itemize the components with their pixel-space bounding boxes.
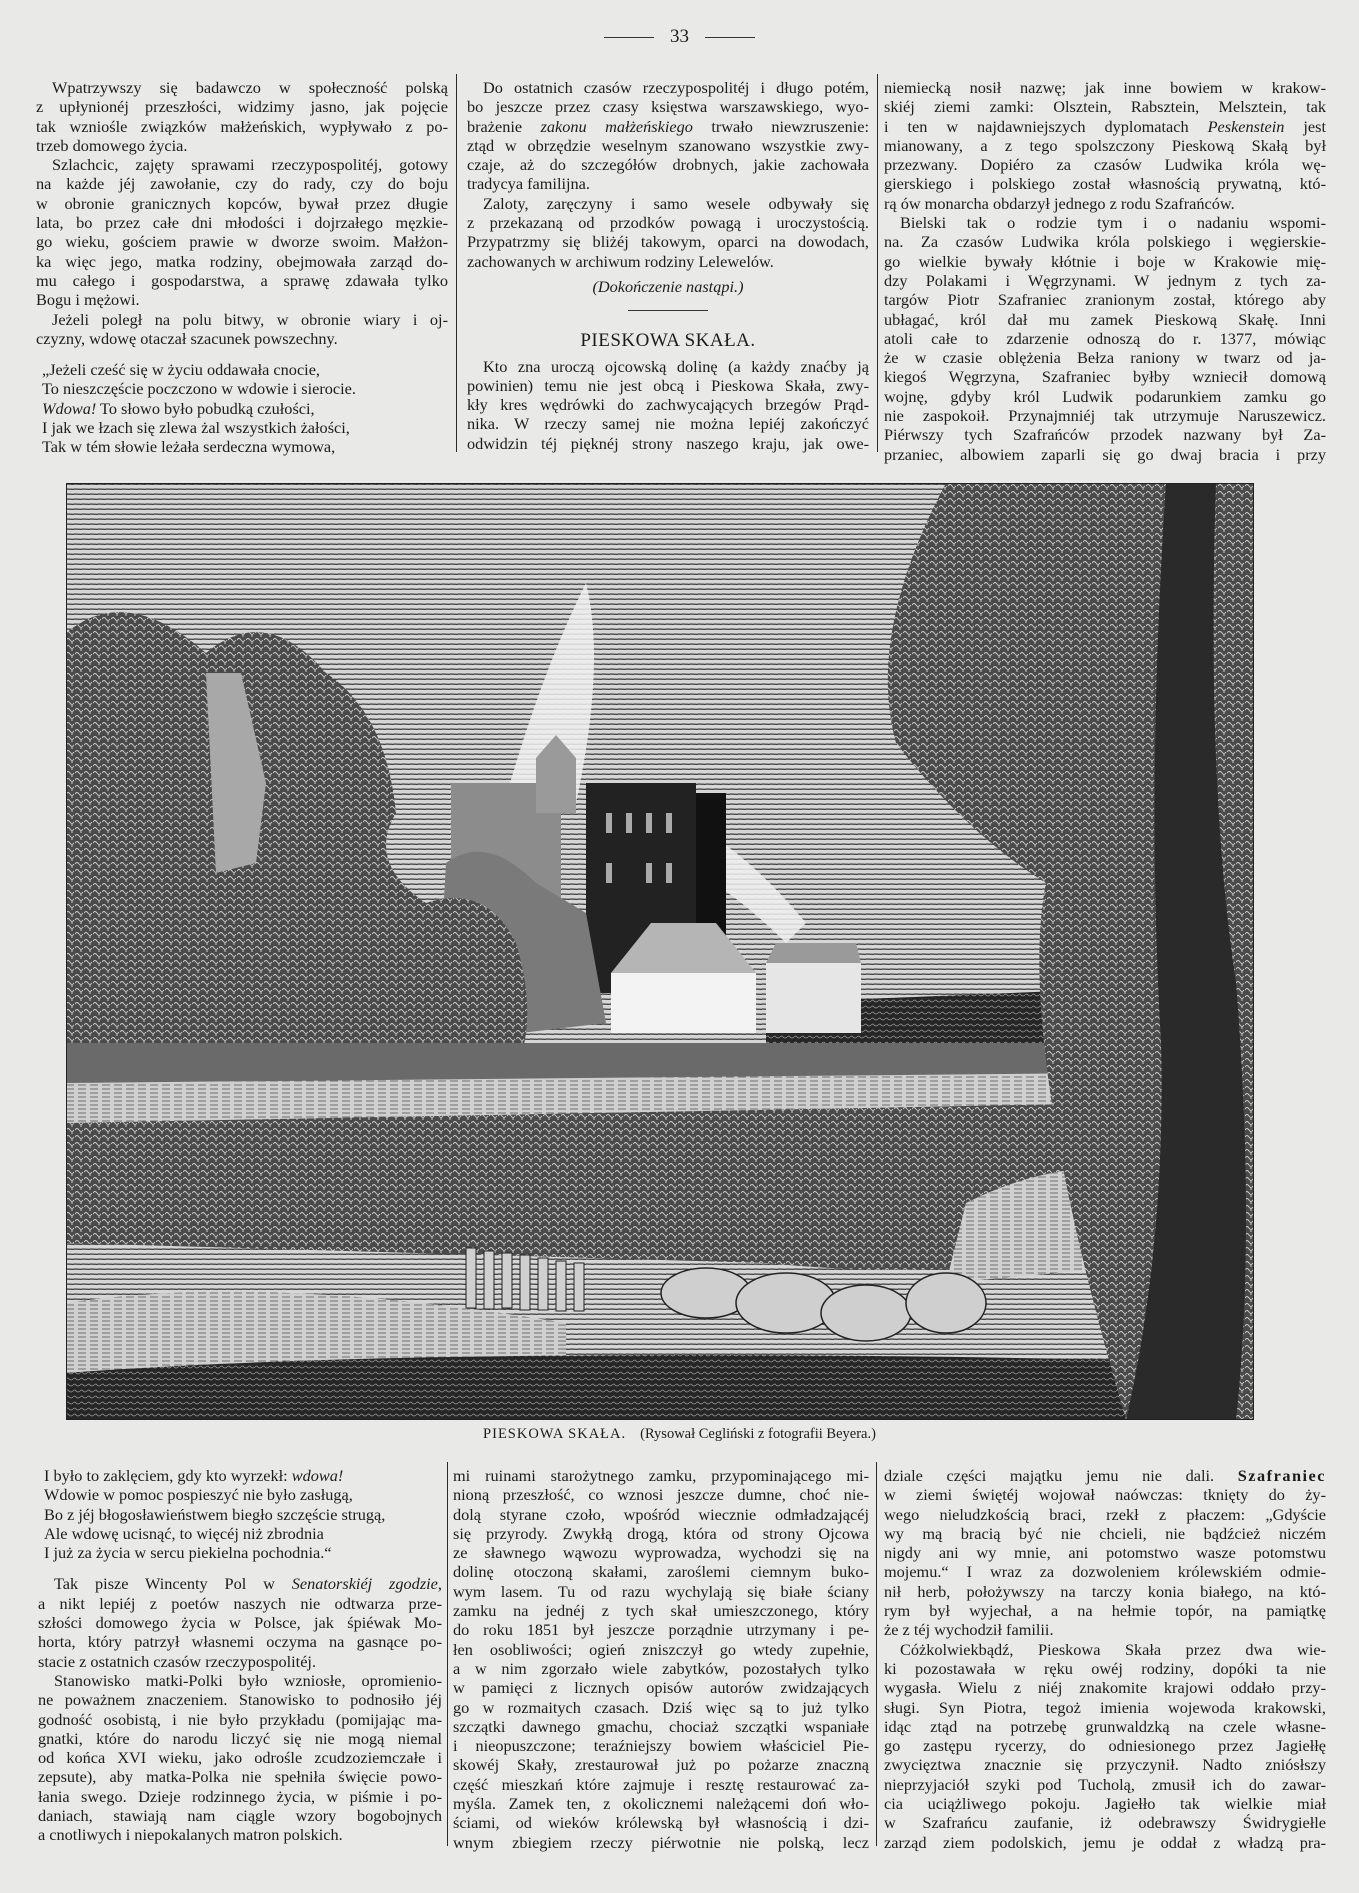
text-line (884, 117, 1326, 136)
text-line (38, 1574, 442, 1593)
text-line: Ale wdowę ucisnąć, to więcéj niż zbrodnia (44, 1523, 324, 1543)
text-line: ubłagać, król dał mu zamek Pieskową Skałę. Inni (884, 309, 1326, 329)
text-line: i nieopuszczone; teraźniejszy bowiem właściciel Pie- (453, 1736, 869, 1756)
text-line: niemiecką nosił nazwę; jak inne bowiem w krakow- (884, 78, 1326, 97)
text-line: przaniec, albowiem zaparli się go dwaj bracia i przy (884, 444, 1326, 464)
text-line: stacie z ostatnich czasów rzeczypospolitéj. (38, 1651, 317, 1671)
text-line: Piérwszy tych Szafrańców przodek nazwany był Za- (884, 425, 1326, 445)
continuation-note: (Dokończenie nastąpi.) (592, 276, 744, 296)
text-line: Wpatrzywszy się badawczo w społeczność polską (52, 78, 448, 97)
bottom-column-2 (453, 1466, 869, 1852)
text-line: łen osobliwości; ogień zniszczył go wtedy zupełnie, (453, 1639, 869, 1659)
caption-credit: (Rysował Cegliński z fotografii Beyera.) (640, 1426, 876, 1442)
text-line: łania swego. Dzieje rodzinnego życia, w piśmie i po- (38, 1786, 442, 1806)
column-divider (447, 1462, 448, 1846)
text-line: mi ruinami starożytnego zamku, przypominającego mi- (453, 1466, 869, 1485)
text-line: a nikt lepiéj z poetów naszych nie odtwarza prze- (38, 1593, 442, 1613)
text-line: odwidzin téj pięknéj strony naszego kraju, jak owe- (467, 433, 869, 453)
page-number-rule-right (705, 37, 755, 38)
text-line: sługi. Syn Piotra, tegoż imienia wojewoda krakowski, (884, 1697, 1326, 1717)
page-number (0, 26, 1359, 48)
paragraph (36, 310, 448, 349)
text-line: tradycya familijna. (467, 174, 590, 194)
text-line: Stanowisko matki-Polki było wzniosłe, opromienio- (54, 1670, 442, 1690)
text-line: mojemu.“ I wraz za dozwoleniem królewskiém odmie- (884, 1562, 1326, 1582)
text-line: I jak we łzach się zlewa żal wszystkich żałości, (42, 418, 350, 438)
text-line: skiéj ziemi zamki: Olsztein, Rabsztein, Melsztein, tak (884, 97, 1326, 117)
text-line: go zastępu rycerzy, do odniesionego przez Jagiełłę (884, 1736, 1326, 1756)
text-line (36, 399, 448, 418)
text-line: skowéj Skały, zrestaurował już po pożarze znaczną (453, 1755, 869, 1775)
text-line: zepsute), aby matka-Polka nie spełniła święcie powo- (38, 1767, 442, 1787)
paragraph (38, 1671, 442, 1845)
text-line: kły kres wędrówki do zachwycających brzegów Prąd- (467, 395, 869, 415)
text-line: Jeżeli poległ na polu bitwy, w obronie wiary i oj- (52, 309, 448, 329)
paragraph (36, 78, 448, 155)
spaced-text: Szafraniec (1237, 1466, 1326, 1485)
text-line (38, 1466, 442, 1485)
text-line: wojnę, gdyby król Ludwik podarunkiem zamku go (884, 386, 1326, 406)
text-line: powinien) temu nie jest obcą i Pieskowa Skała, zwy- (467, 375, 869, 395)
text-line: szczątki dawnego gmachu, chociaż szczątki wspaniałe (453, 1716, 869, 1736)
text-segment: Tak pisze Wincenty Pol w (54, 1574, 292, 1594)
text-line: myśla. Zamek ten, z okolicznemi należącemi doń wło- (453, 1794, 869, 1814)
text-line: wygasła. Wielu z niéj znakomite krajowi oddało przy- (884, 1678, 1326, 1698)
italic-text: Wdowa! (42, 398, 97, 418)
text-line: zachowanych w archiwum rodziny Lelewelów. (467, 251, 774, 271)
text-segment: i ten w najdawniejszych dyplomatach (884, 116, 1208, 136)
text-line: mu całego i gospodarstwa, a sprawę zdawała tylko (36, 270, 448, 290)
text-line: do roku 1851 był jeszcze porządnie utrzymany i pe- (453, 1620, 869, 1640)
page-number-text: 33 (670, 26, 689, 47)
text-line: I już za życia w sercu piekielna pochodnia.“ (44, 1543, 332, 1563)
text-line: gierskiego i polskiego został własnością prywatną, któ- (884, 174, 1326, 194)
text-line: rym był wyjechał, a na hełmie topór, na pamiątkę (884, 1601, 1326, 1621)
text-line: idąc ztąd na potrzebę grunwaldzką na czele własne- (884, 1716, 1326, 1736)
text-segment: To słowo było pobudką czułości, (96, 398, 315, 418)
paragraph (884, 1466, 1326, 1640)
text-line: To nieszczęście poczczono w wdowie i sierocie. (42, 379, 356, 399)
text-line: zwycięztwa znacznie się przyczynił. Nadto zniósłszy (884, 1755, 1326, 1775)
top-column-3 (884, 78, 1326, 464)
text-line: go wielkie bywały kłótnie i boje w Krakowie mię- (884, 251, 1326, 271)
text-line: lata, bo przez całe dni młodości i dojrzałego męzkie- (36, 213, 448, 233)
text-line: go wieku, gościem prawie w dworze swoim. Małżon- (36, 232, 448, 252)
text-line: Bogu i mężowi. (36, 290, 140, 310)
text-line: w Szafrańcu zaufanie, iż odebrawszy Świdrygiełle (884, 1813, 1326, 1833)
text-line: tak wzniośle związków małżeńskich, wypływało z po- (36, 116, 448, 136)
caption-title: PIESKOWA SKAŁA. (483, 1426, 627, 1442)
text-line: mianowany, a z tego spolszczony Pieskową Skałą był (884, 135, 1326, 155)
text-line: ka więc jego, matka rodziny, obejmowała zarząd do- (36, 251, 448, 271)
stanza-gap (36, 348, 448, 360)
text-line: cia uciążliwego pokoju. Jagiełło tak wielkie miał (884, 1794, 1326, 1814)
stanza-gap (38, 1562, 442, 1574)
illustration-caption (0, 1426, 1359, 1443)
text-line: czyzny, wdowę otaczał szacunek powszechny. (36, 328, 338, 348)
article-heading: PIESKOWA SKAŁA. (580, 330, 756, 352)
text-line: dolinę otoczoną skałami, zaroślemi ciemnym buko- (453, 1562, 869, 1582)
text-segment: , (437, 1574, 442, 1594)
paragraph (36, 155, 448, 309)
verse-stanza (38, 1466, 442, 1562)
text-line: nioną przeszłość, co wznosi jeszcze dumne, choć nie- (453, 1485, 869, 1505)
text-line: się przyrody. Zwykłą drogą, która od strony Ojcowa (453, 1523, 869, 1543)
paragraph (884, 78, 1326, 213)
text-line: wnym zbiegiem rzeczy piérwotnie nie polską, lecz (453, 1832, 869, 1852)
text-line: czaje, aż do szczegółów drobnych, jakie zachowała (467, 155, 869, 175)
italic-text: wdowa! (291, 1466, 344, 1485)
text-line: w obronie granicznych kopców, bywał przez długie (36, 193, 448, 213)
text-line: wym lasem. Tu od razu wychylają się białe ściany (453, 1581, 869, 1601)
text-line: ze sławnego wąwozu wyprowadza, wychodzi się na (453, 1543, 869, 1563)
paragraph (38, 1574, 442, 1670)
italic-text: Peskenstein (1207, 116, 1285, 136)
paragraph (467, 78, 869, 194)
text-line: bo jeszcze przez czasy księstwa warszawskiego, wyo- (467, 97, 869, 117)
italic-text: Senatorskiéj zgodzie (291, 1574, 438, 1594)
foreground-grass (66, 1355, 1254, 1420)
text-line: w pamięci z licznych opisów autorów zwidzających (453, 1678, 869, 1698)
text-line: Szlachcic, zajęty sprawami rzeczypospolitéj, gotowy (52, 155, 448, 175)
text-line: Tak w tém słowie leżała serdeczna wymowa, (42, 437, 336, 457)
text-line: nił herb, położywszy na tarczy konia białego, na któ- (884, 1581, 1326, 1601)
column-divider (876, 1462, 877, 1846)
text-line: „Jeżeli cześć się w życiu oddawała cnocie, (42, 360, 320, 380)
text-line: atoli całe to zdarzenie odnoszą do r. 1377, mówiąc (884, 328, 1326, 348)
text-line (467, 117, 869, 136)
section-rule (628, 310, 708, 311)
text-line: z przekazaną od przodków powagą i uroczystością. (467, 213, 869, 233)
text-line: że z téj wychodził familii. (884, 1620, 1054, 1640)
text-line (884, 1466, 1326, 1485)
top-column-2 (467, 78, 869, 453)
text-segment: dziale części majątku jemu nie dali. (884, 1466, 1238, 1485)
verse-stanza (36, 360, 448, 456)
text-line: Zaloty, zaręczyny i samo wesele odbywały się (483, 193, 869, 213)
top-column-1 (36, 78, 448, 457)
text-line: nie zaspokoił. Przynajmniéj tak utrzymuje Naruszewicz. (884, 406, 1326, 426)
paragraph (884, 1640, 1326, 1852)
text-line: nigdy ani wy mnie, ani potomstwo wasze potomstwu (884, 1543, 1326, 1563)
text-line: Bielski tak o rodzie tym i o nadaniu wspomi- (900, 213, 1326, 233)
text-line: zarząd ziem podolskich, jemu je oddał z władzą pra- (884, 1832, 1326, 1852)
text-segment: jest (1284, 116, 1326, 136)
column-divider (456, 74, 457, 452)
text-segment: brażenie (467, 116, 541, 136)
text-line: Bo z jéj błogosławieństwem biegło szczęście strugą, (44, 1504, 386, 1524)
text-line: ki pozostawała w ręku owéj rodziny, dopóki ta nie (884, 1658, 1326, 1678)
italic-text: zakonu małżeńskiego (540, 116, 693, 136)
text-line: przezwany. Dopiéro za czasów Ludwika króla wę- (884, 155, 1326, 175)
text-line: rą ów monarcha obdarzył jednego z rodu Szafrańców. (884, 193, 1235, 213)
text-line: szłości domowego życia w Polsce, jak śpiéwak Mo- (38, 1613, 442, 1633)
text-line: Kto zna uroczą ojcowską dolinę (a każdy znaćby ją (483, 356, 869, 376)
text-line: Do ostatnich czasów rzeczypospolitéj i długo potém, (483, 78, 869, 97)
text-line: wego nieludzkością braci, rzekł z płaczem: „Gdyście (884, 1504, 1326, 1524)
text-segment: I było to zaklęciem, gdy kto wyrzekł: (44, 1466, 292, 1485)
text-line: godność osobistą, i nie było przykładu (pomijając ma- (38, 1709, 442, 1729)
bottom-column-1 (38, 1466, 442, 1845)
text-line: kiegoś Węgrzyna, Szafraniec byłby wzniecił domową (884, 367, 1326, 387)
text-line: targów Piotr Szafraniec zranionym został, którego aby (884, 290, 1326, 310)
text-line: zamku na jednéj z tych skał umieszczonego, który (453, 1601, 869, 1621)
bottom-column-3 (884, 1466, 1326, 1852)
text-line: z upłynionéj przeszłości, widzimy jasno, jak pojęcie (36, 97, 448, 117)
text-line: a cnotliwych i niepokalanych matron polskich. (38, 1825, 343, 1845)
text-line: dzy Polakami i Węgrzynami. W jednym z tych za- (884, 270, 1326, 290)
text-line: ściami, od wieków królewską był własnością i dzi- (453, 1813, 869, 1833)
page-number-rule-left (604, 37, 654, 38)
text-line: daniach, stawiają nam ciągle wzory bogobojnych (38, 1806, 442, 1826)
text-line: ztąd w obrzędzie weselnym szanowano wszystkie zwy- (467, 135, 869, 155)
text-line: Cóżkolwiekbądź, Pieskowa Skała przez dwa wie- (900, 1639, 1326, 1659)
text-line: a w nim zgorzało wiele zabytków, pozostałych tylko (453, 1658, 869, 1678)
text-line: ne poważnem znaczeniem. Stanowisko to podnosiło jéj (38, 1690, 442, 1710)
text-line: Wdowie w pomoc pospieszyć nie było zasługą, (44, 1485, 353, 1505)
text-line: dolą styrane czoło, wpośród wiecznie odmładzającéj (453, 1504, 869, 1524)
text-line: na każde jéj zawołanie, czy do rady, czy do boju (36, 174, 448, 194)
text-line: od końca XVI wieku, jako odrośle zcudzoziemczałe i (38, 1748, 442, 1768)
text-line: gnatki, które do narodu liczyć się nie mogą niemal (38, 1728, 442, 1748)
text-line: Przypatrzmy się bliżéj takowym, oparci na dowodach, (467, 232, 869, 252)
text-line: go w rozmaitych czasach. Dziś więc są to już tylko (453, 1697, 869, 1717)
text-line: że w czasie oblężenia Bełza raniony w twarz od ja- (884, 348, 1326, 368)
engraving-pieskowa-skala (66, 483, 1254, 1420)
text-line: nieprzyjaciół szyki pod Tucholą, zmusił ich do zawar- (884, 1774, 1326, 1794)
text-line: nika. W rzeczy samej nie można lepiéj zakończyć (467, 414, 869, 434)
text-line: w ziemi świętéj wojował naówczas: tknięty do ży- (884, 1485, 1326, 1505)
paragraph (884, 213, 1326, 464)
column-divider (877, 74, 878, 452)
text-line: część mieszkań które zajmuje i resztę restaurować za- (453, 1774, 869, 1794)
text-line: horta, który patrzył własnemi oczyma na gasnące po- (38, 1632, 442, 1652)
paragraph (467, 357, 869, 453)
text-segment: trwało niewzruszenie: (692, 116, 869, 136)
paragraph (453, 1466, 869, 1852)
text-line: na. Za czasów Ludwika króla polskiego i węgierskie- (884, 232, 1326, 252)
text-line: wy mą bracią być nie chcieli, nie bądźcież niczém (884, 1523, 1326, 1543)
text-line: trzeb domowego życia. (36, 135, 188, 155)
paragraph (467, 194, 869, 271)
